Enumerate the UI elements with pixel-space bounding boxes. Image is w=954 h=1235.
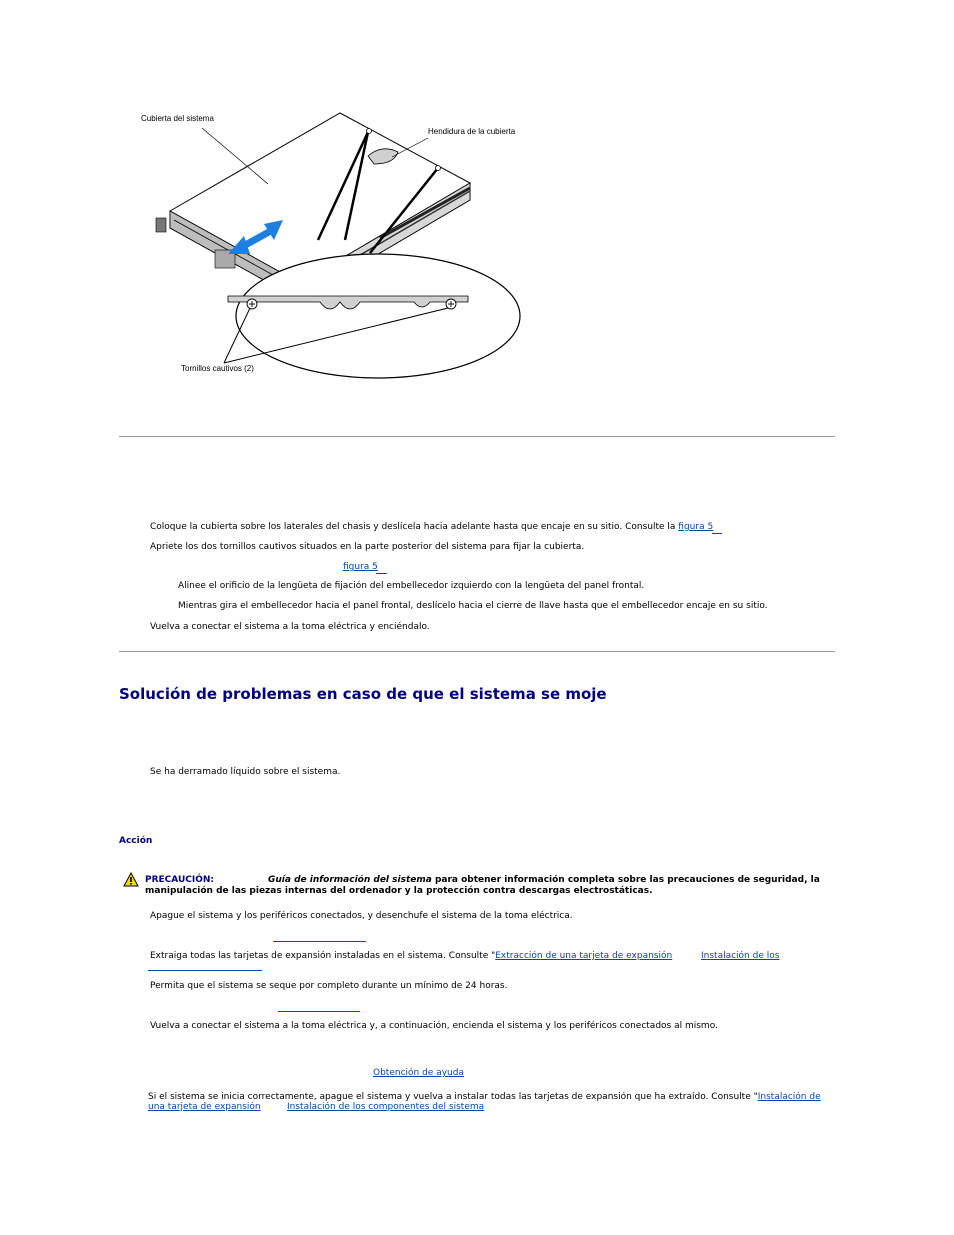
link-underline [376,573,387,574]
caution-line-1 [145,875,214,886]
link-underline [278,1011,360,1012]
divider [119,651,835,652]
link-underline [712,533,722,534]
link-underline [148,970,262,971]
system-cover-figure [140,108,540,392]
step-4: Vuelva a conectar el sistema a la toma eléctrica y enciéndalo. [150,622,430,632]
step-3 [343,562,378,573]
cover-label: Cubierta del sistema [141,114,214,123]
problem-text: Se ha derramado líquido sobre el sistema. [150,767,341,777]
install-components-link[interactable]: Instalación de los [701,951,780,961]
divider [119,436,835,437]
action-2: Extraiga todas las tarjetas de expansión instaladas en el sistema. Consulte "Extracción de una tarjeta de expansión [150,951,673,961]
caution-label: PRECAUCIÓN: [145,875,215,885]
figure-5-link[interactable]: figura 5 [678,522,714,532]
caution-line-2: manipulación de las piezas internas del ordenador y la protección contra descargas electrostáticas. [145,886,653,896]
action-5 [373,1068,464,1079]
substep-a: Alinee el orificio de la lengüeta de fijación del embellecedor izquierdo con la lengüeta del panel frontal. [178,581,645,591]
screws-label: Tornillos cautivos (2) [181,364,254,373]
install-expansion-card-link[interactable]: Instalación de [757,1092,821,1102]
get-help-link[interactable]: Obtención de ayuda [373,1068,464,1078]
install-expansion-card-link-cont[interactable]: una tarjeta de expansión [148,1102,261,1112]
action-4: Vuelva a conectar el sistema a la toma eléctrica y, a continuación, encienda el sistema y los periféricos conectados al mismo. [150,1021,718,1031]
section-title: Solución de problemas en caso de que el sistema se moje [119,685,607,703]
action-3: Permita que el sistema se seque por completo durante un mínimo de 24 horas. [150,981,508,991]
step-1: Coloque la cubierta sobre los laterales del chasis y deslícela hacia adelante hasta que encaje en su sitio. Consulte la figura 5 [150,522,714,532]
action-heading: Acción [119,836,153,846]
install-system-components-link[interactable]: Instalación de los componentes del sistema [287,1102,485,1112]
link-underline [273,941,366,942]
action-6-line-2 [148,1102,261,1113]
substep-b: Mientras gira el embellecedor hacia el panel frontal, deslícelo hacia el cierre de llave hasta que el embellecedor encaje en su sitio. [178,601,768,611]
captive-screw-icon [446,299,456,309]
cover-diagram [140,108,540,388]
notch-label: Hendidura de la cubierta [428,127,516,136]
action-6: Si el sistema se inicia correctamente, apague el sistema y vuelva a instalar todas las tarjetas de expansión que ha extraído. Consulte "Instalación de [148,1092,821,1102]
action-1: Apague el sistema y los periféricos conectados, y desenchufe el sistema de la toma eléctrica. [150,911,573,921]
caution-icon [123,872,139,891]
caution-line-1-text: Guía de información del sistema para obtener información completa sobre las precauciones de seguridad, la [268,875,820,885]
action-2-link-2 [701,951,779,962]
action-6-link-2 [287,1102,484,1113]
remove-expansion-card-link[interactable]: Extracción de una tarjeta de expansión [495,951,673,961]
step-2: Apriete los dos tornillos cautivos situados en la parte posterior del sistema para fijar la cubierta. [150,542,585,552]
figure-5-link[interactable]: figura 5 [343,562,378,572]
captive-screw-icon [247,299,257,309]
